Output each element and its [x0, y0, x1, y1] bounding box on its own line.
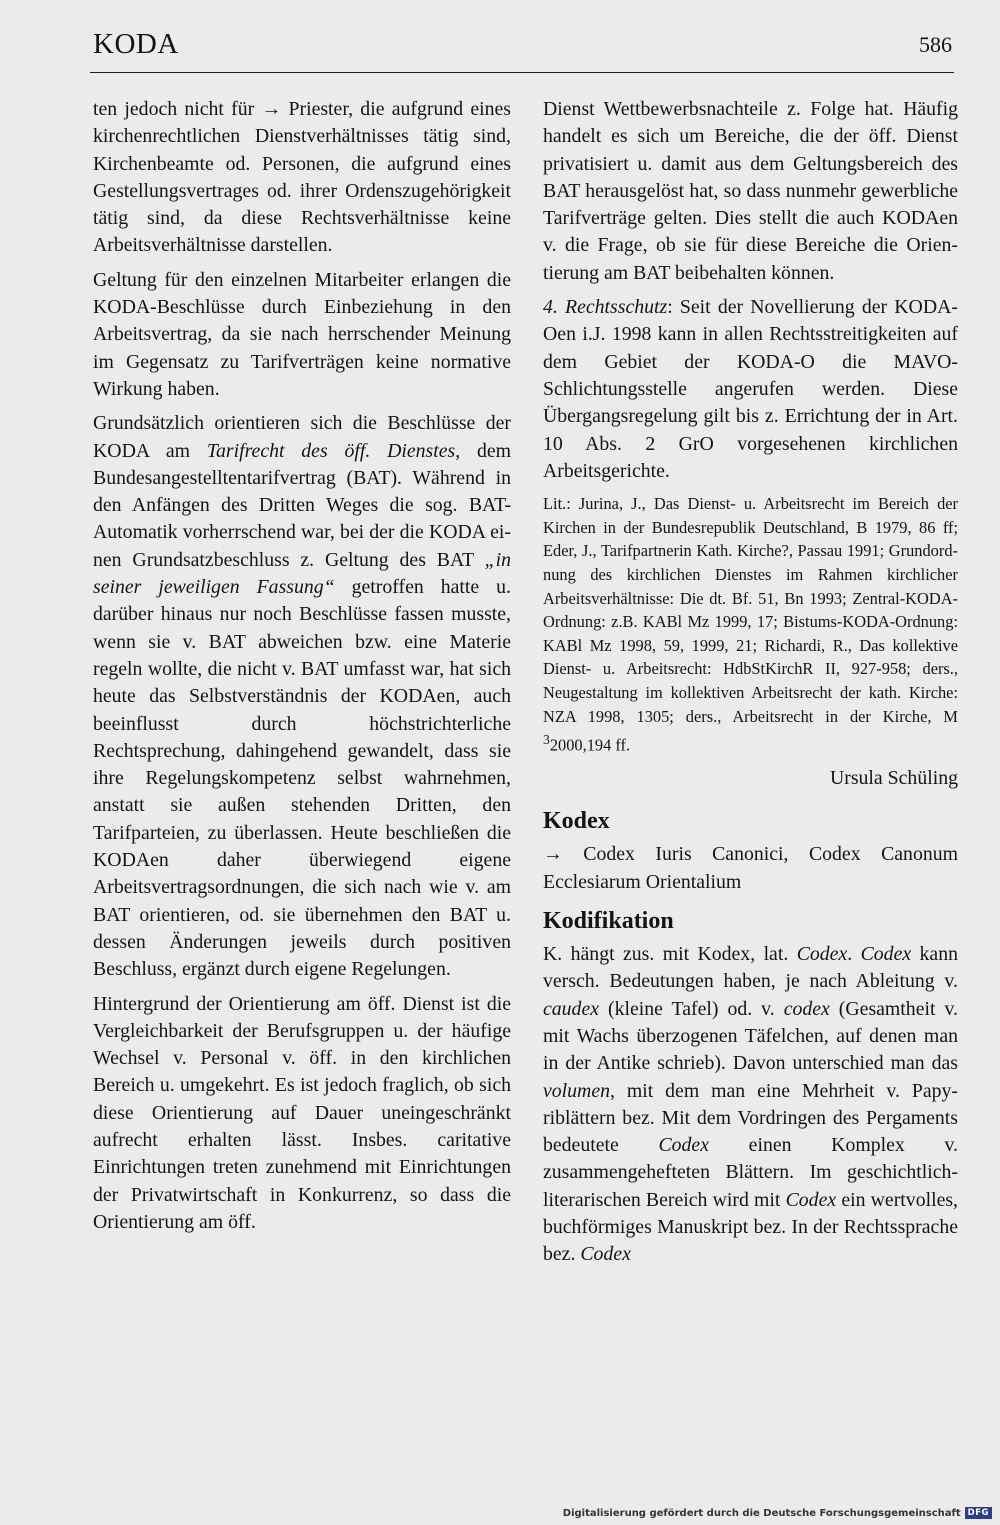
text-run: .: [847, 943, 861, 966]
paragraph-wettbewerb: Dienst Wettbewerbsnachteile z. Folge hat. Häufig handelt es sich um Bereiche, die der öff. Dienst privatisiert u. damit aus dem Geltungsbereich des BAT herausgelöst hat, so dass nunmehr gewerbliche Tarifverträge gelten. Dies stellt die auch KODAen v. die Frage, ob sie für diese Bereiche die Orientierung am BAT beibehalten können.: [543, 98, 958, 284]
text-run: getroffen hatte u. darüber hinaus nur noch Beschlüsse fassen musste, wenn sie v. BAT abweichen bzw. eine Materie regeln wollte, die nicht v. BAT umfasst war, hat sich heute das Selbstverständnis der KODAen, auch beeinflusst durch höchstrichterliche Rechtsprechung, dahingehend gewandelt, dass sie ihre Regelungskompetenz selbst wahrnehmen, anstatt sie außen stehenden Dritten, den Tarifparteien, zu überlassen. Heute beschließen die KODAen daher überwiegend eigene Arbeitsvertragsordnungen, die sich nach wie v. am BAT orientieren, od. sie übernehmen den BAT u. dessen Änderungen jeweils durch positiven Beschluss, ergänzt durch eigene Regelungen.: [93, 576, 512, 981]
emphasis: Codex: [860, 943, 912, 966]
paragraph-geltung: Geltung für den einzelnen Mitarbeiter erlangen die KODA-Beschlüsse durch Einbeziehung in den Arbeitsvertrag, da sie nach herrschender Meinung im Gegensatz zu Tarifverträgen keine normative Wirkung haben.: [93, 268, 511, 400]
emphasis: Codex: [580, 1243, 631, 1266]
text-run: 2000,194 ff.: [549, 735, 631, 755]
section-label-rechtsschutz: 4. Rechtsschutz: [543, 296, 668, 319]
text-run: , dem Bundesangestelltentarifvertrag (BAT). Während in den Anfängen des Dritten Weges die sog. BAT-Automatik vorherrschend war, bei der die KODA einen Grundsatzbeschluss z. Geltung des BAT: [93, 439, 511, 571]
text-run: , mit dem man eine Mehrheit v. Papyriblättern bez. Mit dem Vordringen des Pergaments bedeutete: [543, 1079, 958, 1157]
text-run: (kleine Tafel) od. v.: [599, 997, 784, 1020]
text-run: einen Komplex v. zusammengehefteten Blättern. Im geschichtlich-literarischen Bereich wird mit: [543, 1134, 958, 1211]
emphasis: Codex: [796, 943, 848, 966]
text-run: Lit.: Jurina, J., Das Dienst- u. Arbeitsrecht im Bereich der Kirchen in der Bundesrepublik Deutschland, B 1979, 86 ff; Eder, J., Tarifpartnerin Kath. Kirche?, Passau 1991; Grundordnung des kirchlichen Dienstes im Rahmen kirchlicher Arbeitsverhältnisse: Die dt. Bf. 51, Bn 1993; Zentral-KODA-Ordnung: z.B. KABl Mz 1999, 17; Bistums-KODA-Ordnung: KABl Mz 1998, 59, 1999, 21; Richardi, R., Das kollektive Dienst- u. Arbeitsrecht: HdbStKirchR II, 927-958; ders., Neugestaltung im kollektiven Arbeitsrecht der kath. Kirche: NZA 1998, 1305; ders., Arbeitsrecht in der Kirche, M: [543, 494, 958, 726]
page-number: 586: [919, 32, 952, 57]
emphasis: codex: [783, 997, 830, 1020]
text-run: Grundsätzlich orientieren sich die Beschlüsse der KODA am: [93, 412, 511, 462]
author-name: Ursula Schüling: [829, 767, 958, 790]
emphasis-fassung: „in seiner jeweiligen Fassung“: [93, 548, 511, 599]
text-run: (Gesamtheit v. mit Wachs überzogenen Täfelchen, auf denen man in der Antike schrieb). Davon unterschied man das: [543, 997, 958, 1075]
entry-heading-kodex: Kodex: [543, 808, 610, 835]
entry-heading-kodifikation: Kodifikation: [543, 908, 674, 935]
emphasis-tarifrecht: Tarifrecht des öff. Dienstes: [206, 439, 456, 462]
paragraph-grundsaetzlich: [93, 410, 511, 983]
emphasis: Codex: [658, 1134, 709, 1157]
text-run: kann versch. Bedeutungen haben, je nach Ableitung v.: [543, 943, 958, 993]
cross-reference-kodex: → Codex Iuris Canonici, Codex Canonum Ecclesiarum Orientalium: [543, 843, 958, 893]
running-head-title: KODA: [93, 28, 179, 60]
edition-superscript: 3: [543, 732, 550, 748]
right-column: [543, 96, 958, 1269]
text-run: : Seit der Novellierung der KODA-Oen i.J. 1998 kann in allen Rechtsstreitigkeiten auf dem Gebiet der KODA-O die MAVO-Schlichtungsstelle angerufen werden. Diese Übergangsregelung gilt bis z. Errichtung der in Art. 10 Abs. 2 GrO vorgesehenen kirchlichen Arbeitsgerichte.: [543, 296, 958, 482]
paragraph-kodifikation: [543, 941, 958, 1269]
paragraph-rechtsschutz: [543, 294, 958, 485]
text-run: ein wertvolles, buchförmiges Manuskript bez. In der Rechtssprache bez.: [543, 1188, 958, 1266]
credit-text: Digitalisierung gefördert durch die Deutsche Forschungsgemeinschaft: [562, 1507, 961, 1519]
left-column: [93, 96, 511, 1236]
paragraph-hintergrund: Hintergrund der Orientierung am öff. Dienst ist die Vergleichbarkeit der Berufsgruppen u. der häufige Wechsel v. Personal v. öff. in den kirchlichen Bereich u. umgekehrt. Es ist jedoch fraglich, ob sich diese Orientierung auf Dauer uneingeschränkt aufrecht erhalten lässt. Insbes. caritative Einrichtungen treten zunehmend mit Einrichtungen der Privatwirtschaft in Konkurrenz, so dass die Orientierung am öff.: [93, 992, 511, 1233]
header-rule: [90, 72, 954, 73]
emphasis: volumen: [543, 1079, 611, 1102]
text-run: K. hängt zus. mit Kodex, lat.: [543, 943, 797, 966]
digitization-credit: [563, 1507, 992, 1519]
literature-list: [543, 492, 958, 757]
emphasis: caudex: [543, 997, 600, 1020]
emphasis: Codex: [785, 1188, 837, 1211]
paragraph-priester: ten jedoch nicht für → Priester, die aufgrund eines kirchenrechtlichen Dienstverhältnisses tätig sind, Kirchenbeamte od. Personen, die aufgrund eines Gestellungsvertrages od. ihrer Ordenszugehörigkeit tätig sind, da diese Rechtsverhältnisse keine Arbeitsverhältnisse darstellen.: [93, 98, 511, 257]
running-head: [93, 28, 952, 72]
dfg-logo: DFG: [965, 1507, 992, 1519]
